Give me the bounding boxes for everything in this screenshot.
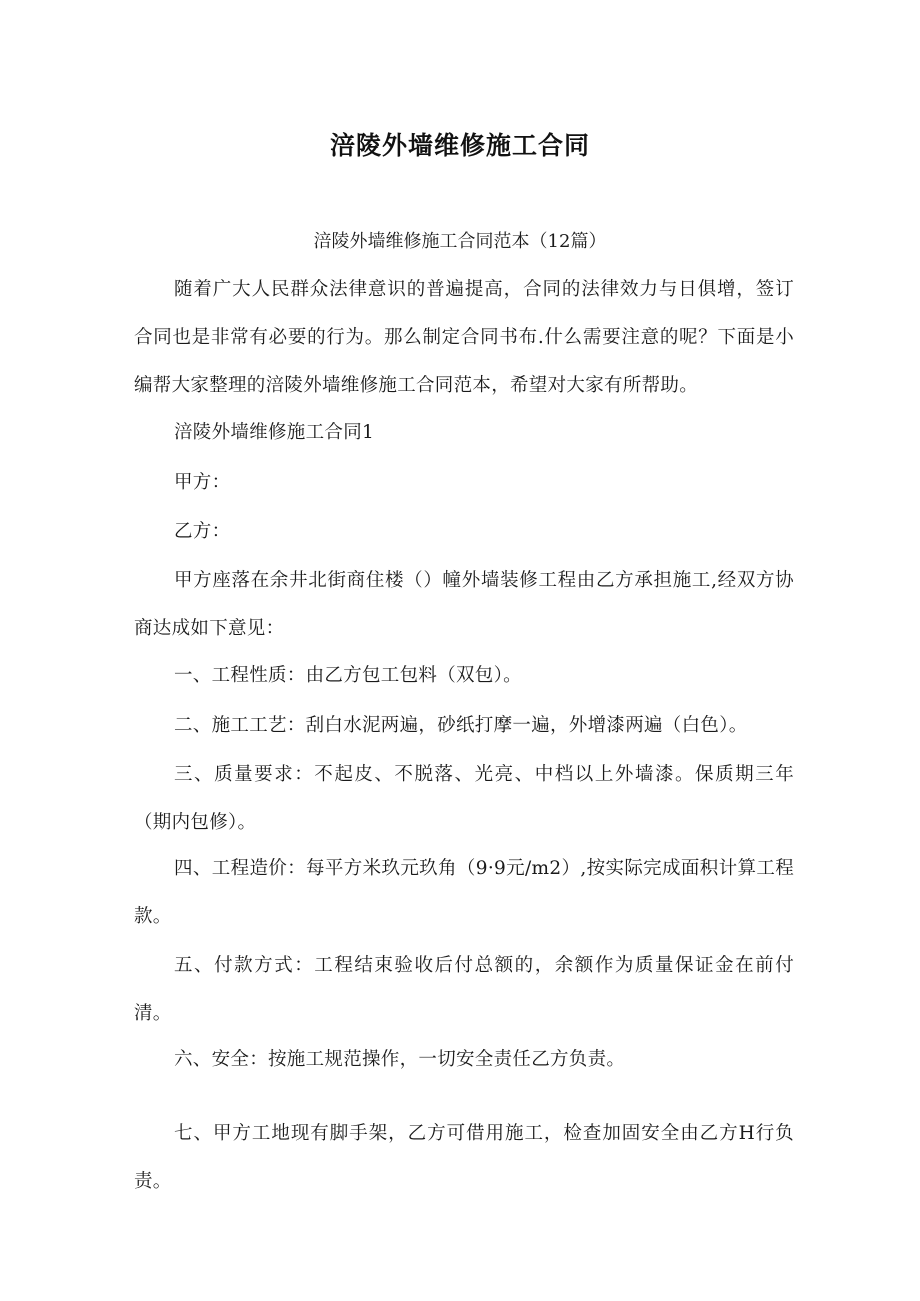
document-title: 涪陵外墙维修施工合同 [329,131,590,160]
party-a-line: 甲方： [174,472,231,493]
clause-6: 六、安全：按施工规范操作，一切安全责任乙方负责。 [174,1049,626,1070]
clause-2: 二、施工工艺：刮白水泥两遍，砂纸打摩一遍，外增漆两遍（白色）。 [174,715,748,736]
project-paragraph: 甲方座落在余井北街商住楼（）幢外墙装修工程由乙方承担施工,经双方协商达成如下意见： [134,570,794,639]
document-subtitle: 涪陵外墙维修施工合同范本（12篇） [313,231,607,252]
clause-7: 七、甲方工地现有脚手架，乙方可借用施工，检查加固安全由乙方H行负责。 [134,1123,794,1192]
party-b-line: 乙方： [174,521,231,542]
intro-paragraph: 随着广大人民群众法律意识的普遍提高，合同的法律效力与日俱增，签订合同也是非常有必要的行为。那么制定合同书布.什么需要注意的呢？下面是小编帮大家整理的涪陵外墙维修施工合同范本，希望对大家有所帮助。 [134,279,794,396]
contract-heading: 涪陵外墙维修施工合同1 [174,422,375,443]
clause-5: 五、付款方式：工程结束验收后付总额的，余额作为质量保证金在前付清。 [134,955,794,1024]
clause-3: 三、质量要求：不起皮、不脱落、光亮、中档以上外墙漆。保质期三年（期内包修）。 [134,764,794,833]
clause-1: 一、工程性质：由乙方包工包料（双包）。 [174,665,522,686]
clause-4: 四、工程造价：每平方米玖元玖角（9·9元/m2）,按实际完成面积计算工程款。 [134,858,794,927]
